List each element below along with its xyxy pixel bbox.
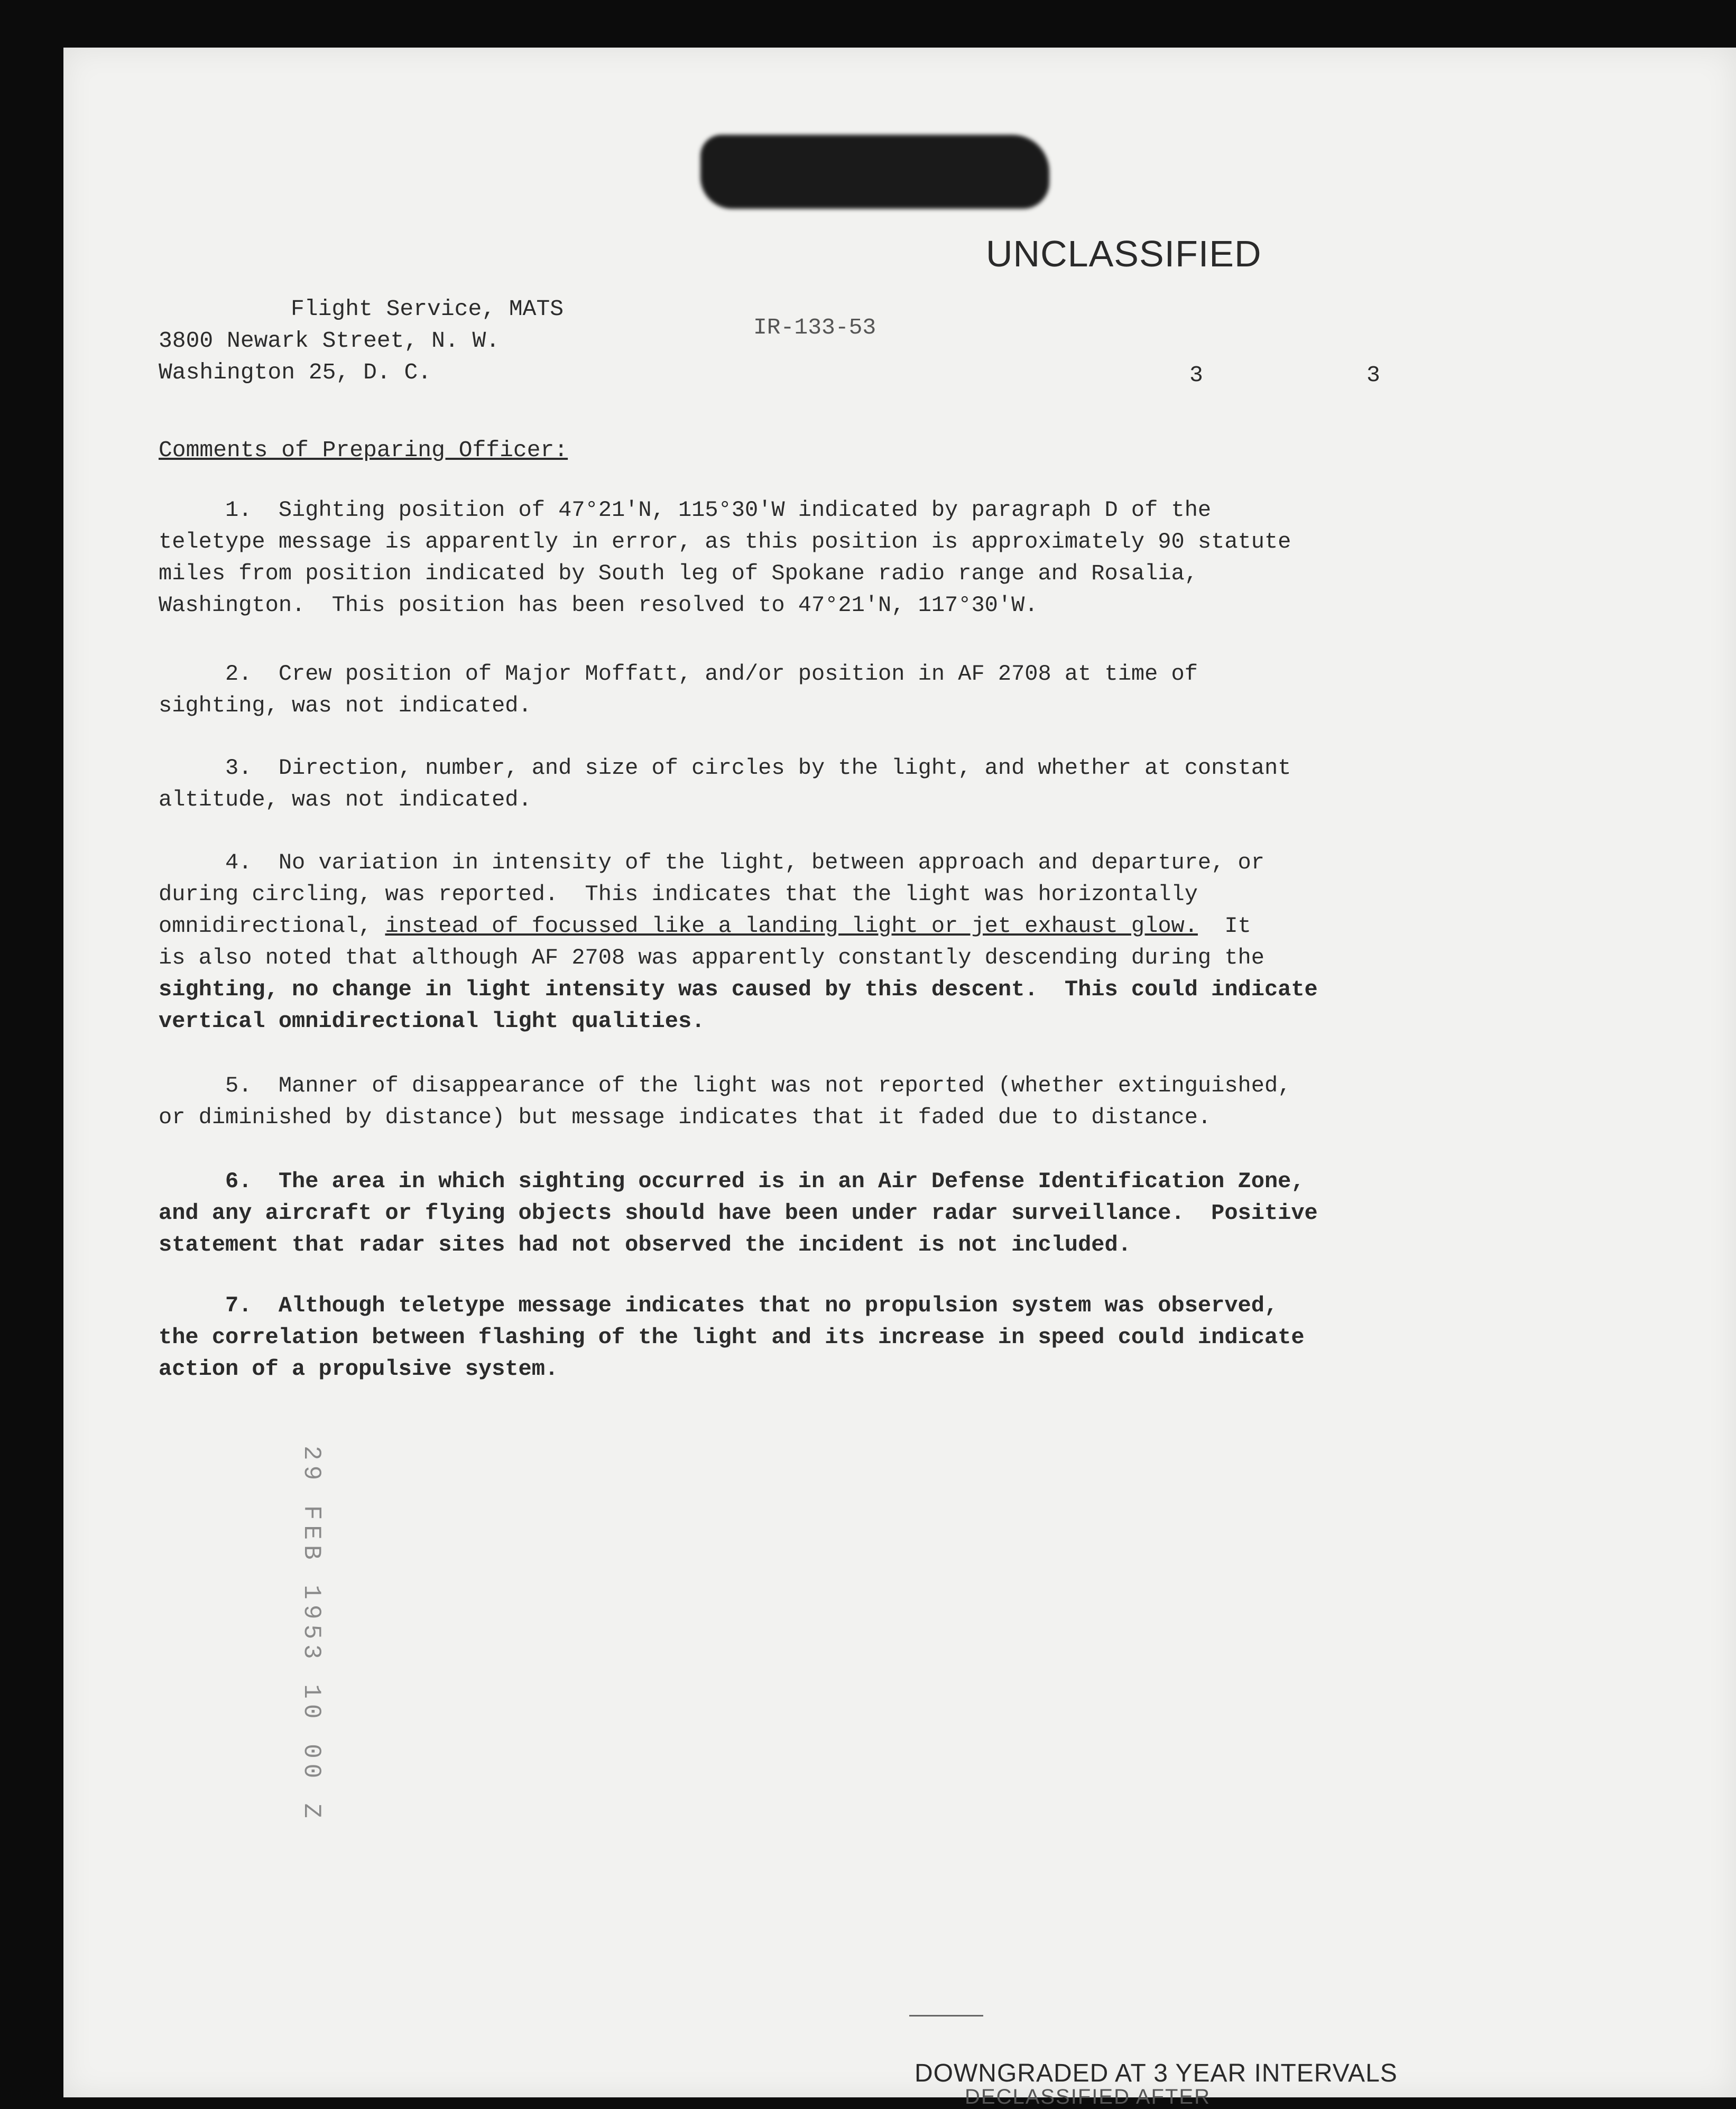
paragraph-1: 1. Sighting position of 47°21'N, 115°30'W indicated by paragraph D of the teletype message is apparently in error, as this position is approximately 90 statute miles from position indicated by South leg of Spokane radio range and Rosalia, Washington. This position has been resolved to 47°21'N, 117°30'W. <box>159 497 1291 618</box>
sender-address <box>159 293 564 388</box>
declassification-notice: DECLASSIFIED AFTER <box>965 2085 1211 2108</box>
address-line-1: Flight Service, MATS <box>291 296 564 322</box>
paragraph-6: 6. The area in which sighting occurred is in an Air Defense Identification Zone, and any aircraft or flying objects should have been under radar surveillance. Positive statement that radar sites had not observed the incident is not included. <box>159 1169 1318 1257</box>
report-number: IR-133-53 <box>753 314 876 340</box>
paragraph-4-line-1: 4. No variation in intensity of the light, between approach and departure, or <box>159 850 1264 875</box>
classification-stamp: UNCLASSIFIED <box>986 233 1262 274</box>
page-number-left: 3 <box>1189 362 1203 388</box>
paragraph-4-line-3c: It <box>1197 913 1251 939</box>
paragraph-4-line-4: is also noted that although AF 2708 was apparently constantly descending during the <box>159 945 1264 970</box>
paragraph-4-line-6: vertical omnidirectional light qualities. <box>159 1009 705 1034</box>
section-heading: Comments of Preparing Officer: <box>159 437 568 463</box>
paragraph-4-line-2: during circling, was reported. This indicates that the light was horizontally <box>159 882 1198 907</box>
paragraph-5: 5. Manner of disappearance of the light was not reported (whether extinguished, or diminished by distance) but message indicates that it faded due to distance. <box>159 1073 1291 1130</box>
downgrade-notice: DOWNGRADED AT 3 YEAR INTERVALS <box>915 2059 1398 2087</box>
paragraph-4 <box>159 847 1565 1037</box>
address-line-3: Washington 25, D. C. <box>159 359 432 385</box>
redaction-mark <box>700 135 1049 209</box>
paragraph-4-underlined-phrase: instead of focussed like a landing light or jet exhaust glow. <box>385 913 1198 939</box>
footer-rule <box>909 2015 983 2016</box>
page-number-right: 3 <box>1366 362 1380 388</box>
address-line-2: 3800 Newark Street, N. W. <box>159 328 500 354</box>
paragraph-4-line-5: sighting, no change in light intensity was caused by this descent. This could indicate <box>159 977 1318 1002</box>
received-date-stamp: 29 FEB 1953 10 00 Z <box>298 1446 325 1824</box>
paragraph-3: 3. Direction, number, and size of circles by the light, and whether at constant altitude, was not indicated. <box>159 755 1291 812</box>
paragraph-4-line-3a: omnidirectional, <box>159 913 385 939</box>
paragraph-2: 2. Crew position of Major Moffatt, and/or position in AF 2708 at time of sighting, was not indicated. <box>159 661 1198 718</box>
paragraph-7: 7. Although teletype message indicates that no propulsion system was observed, the correlation between flashing of the light and its increase in speed could indicate action of a propulsive system. <box>159 1293 1305 1382</box>
